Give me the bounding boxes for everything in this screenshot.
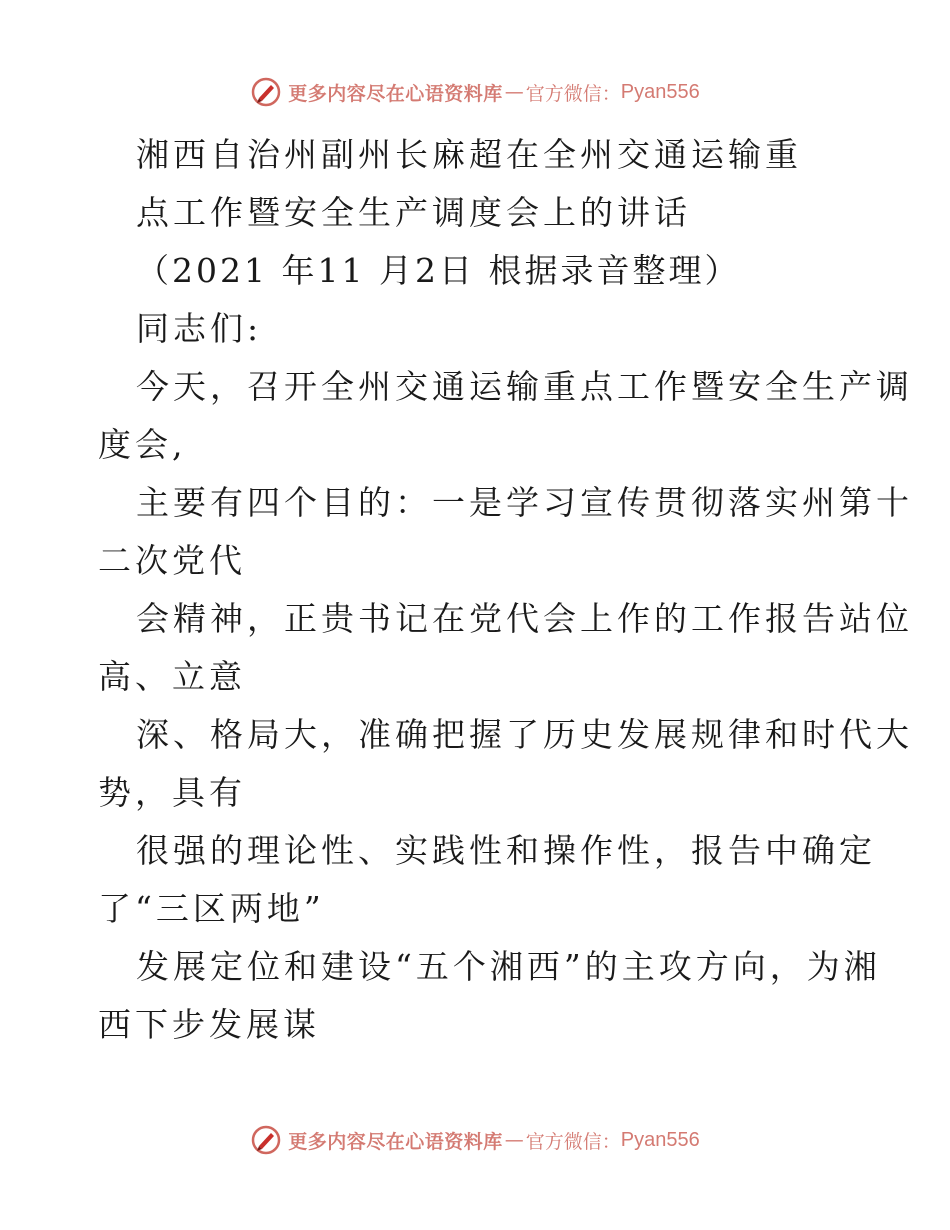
paragraph-line: 二次党代 (98, 541, 246, 580)
paragraph-line: 会精神，正贵书记在党代会上作的工作报告站位 (136, 599, 913, 638)
document-title-line-2: 点工作暨安全生产调度会上的讲话 (136, 193, 691, 232)
paragraph-line: 势，具有 (98, 773, 246, 812)
paragraph-line: 深、格局大，准确把握了历史发展规律和时代大 (136, 715, 913, 754)
header-banner (0, 72, 950, 112)
paragraph-line: 西下步发展谋 (98, 1005, 320, 1044)
paragraph-line: 了“三区两地” (98, 889, 325, 928)
footer-dash: — (504, 1129, 524, 1151)
paragraph-line: 度会, (98, 425, 187, 464)
document-salutation: 同志们: (136, 309, 263, 348)
paragraph-line: 今天，召开全州交通运输重点工作暨安全生产调 (136, 367, 913, 406)
pen-logo-icon (250, 1124, 282, 1156)
footer-contact-id: Pyan556 (620, 1128, 700, 1151)
footer-banner (0, 1120, 950, 1160)
paragraph-line: 很强的理论性、实践性和操作性，报告中确定 (136, 831, 876, 870)
pen-logo-icon (250, 76, 282, 108)
document-date-note: （2021 年11 月2日 根据录音整理） (136, 251, 741, 290)
paragraph-line: 发展定位和建设“五个湘西”的主攻方向，为湘 (136, 947, 881, 986)
footer-contact-label: 官方微信： (525, 1130, 621, 1153)
document-body (98, 126, 913, 1054)
document-title-line-1: 湘西自治州副州长麻超在全州交通运输重 (136, 135, 802, 174)
header-contact-id: Pyan556 (620, 80, 700, 103)
paragraph-line: 高、立意 (98, 657, 246, 696)
paragraph-line: 主要有四个目的：一是学习宣传贯彻落实州第十 (136, 483, 913, 522)
header-dash: — (504, 81, 524, 103)
footer-brand-text: 更多内容尽在心语资料库 (288, 1130, 503, 1153)
header-contact-label: 官方微信： (525, 82, 621, 105)
header-brand-text: 更多内容尽在心语资料库 (288, 82, 503, 105)
